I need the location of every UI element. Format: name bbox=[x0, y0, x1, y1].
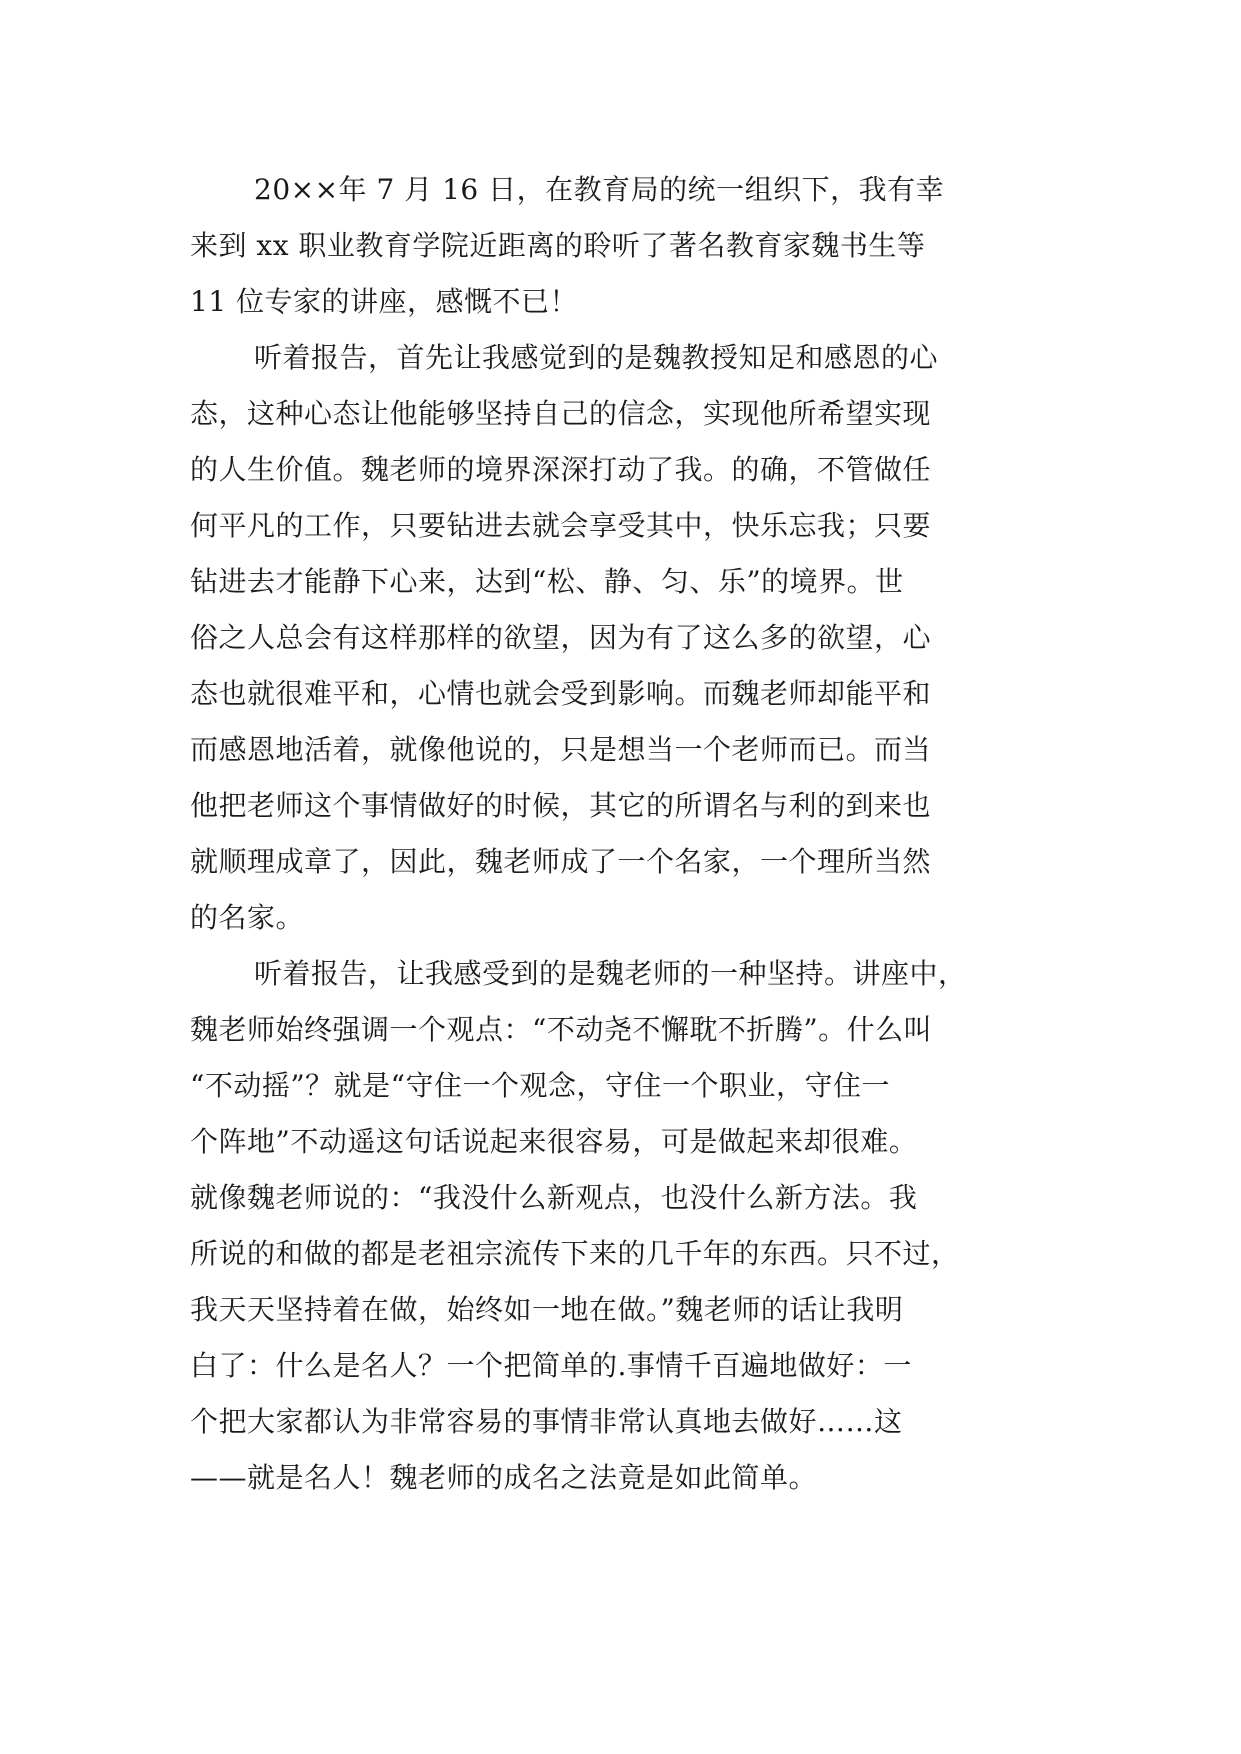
text-line: 白了：什么是名人？一个把简单的.事情千百遍地做好：一 bbox=[190, 1349, 912, 1382]
text-line: 的名家。 bbox=[190, 901, 305, 934]
text-line: 我天天坚持着在做，始终如一地在做。”魏老师的话让我明 bbox=[190, 1293, 904, 1326]
text-line: 就顺理成章了，因此，魏老师成了一个名家，一个理所当然 bbox=[190, 845, 932, 878]
text-line: ——就是名人！魏老师的成名之法竟是如此简单。 bbox=[190, 1461, 818, 1494]
text-line: 听着报告，让我感受到的是魏老师的一种坚持。讲座中， bbox=[254, 957, 967, 990]
paragraph bbox=[190, 162, 1060, 330]
text-line: 钻进去才能静下心来，达到“松、静、匀、乐”的境界。世 bbox=[190, 565, 904, 598]
text-line: 何平凡的工作，只要钻进去就会享受其中，快乐忘我；只要 bbox=[190, 509, 932, 542]
text-line: 听着报告，首先让我感觉到的是魏教授知足和感恩的心 bbox=[254, 341, 939, 374]
text-line: 态也就很难平和，心情也就会受到影响。而魏老师却能平和 bbox=[190, 677, 932, 710]
text-line: 20××年 7 月 16 日，在教育局的统一组织下，我有幸 bbox=[254, 173, 945, 206]
text-line: 而感恩地活着，就像他说的，只是想当一个老师而已。而当 bbox=[190, 733, 932, 766]
text-line: 所说的和做的都是老祖宗流传下来的几千年的东西。只不过， bbox=[190, 1237, 960, 1270]
paragraph bbox=[190, 330, 1060, 946]
text-line: 他把老师这个事情做好的时候，其它的所谓名与利的到来也 bbox=[190, 789, 932, 822]
text-line: 来到 xx 职业教育学院近距离的聆听了著名教育家魏书生等 bbox=[190, 229, 926, 262]
text-line: 的人生价值。魏老师的境界深深打动了我。的确，不管做任 bbox=[190, 453, 932, 486]
text-line: 俗之人总会有这样那样的欲望，因为有了这么多的欲望，心 bbox=[190, 621, 932, 654]
text-line: 态，这种心态让他能够坚持自己的信念，实现他所希望实现 bbox=[190, 397, 932, 430]
text-line: “不动摇”？就是“守住一个观念，守住一个职业，守住一 bbox=[190, 1069, 890, 1102]
text-line: 个把大家都认为非常容易的事情非常认真地去做好……这 bbox=[190, 1405, 903, 1438]
text-line: 魏老师始终强调一个观点：“不动尧不懈耽不折腾”。什么叫 bbox=[190, 1013, 933, 1046]
text-line: 个阵地”不动遥这句话说起来很容易，可是做起来却很难。 bbox=[190, 1125, 918, 1158]
text-line: 就像魏老师说的：“我没什么新观点，也没什么新方法。我 bbox=[190, 1181, 918, 1214]
text-line: 11 位专家的讲座，感慨不已！ bbox=[190, 285, 579, 318]
document-body bbox=[190, 162, 1060, 1506]
paragraph bbox=[190, 946, 1060, 1506]
